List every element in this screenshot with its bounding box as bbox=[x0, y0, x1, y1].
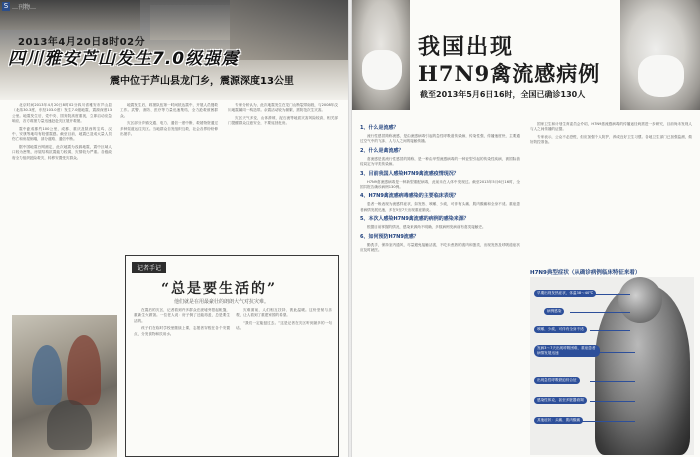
paragraph: 灾区天气多变，山体滑坡、泥石流等地质灾害风险较高，相关部门提醒群众注意安全，不要返回危房。 bbox=[228, 115, 338, 126]
article-column-right bbox=[530, 122, 692, 262]
section-heading: 5、本次人感染H7N9禽流感的病例的感染来源？ bbox=[360, 216, 469, 223]
paragraph: 国家卫生和计划生育委员会介绍，H7N9禽流感病毒的传播途径尚需进一步研究，目前尚未发现人与人之间传播的证据。 bbox=[530, 122, 692, 132]
paragraph: 专家分析认为，此次地震发生在龙门山断裂带南段，与2008年汶川地震属同一构造带。余震活动较为频繁，需防范次生灾害。 bbox=[228, 103, 338, 113]
human-head-illustration bbox=[618, 277, 662, 323]
leader-line bbox=[590, 330, 630, 331]
reporter-notes-subtitle: 他们就是在用最豪壮的朗朗大气对抗灾难。 bbox=[174, 299, 270, 305]
article-column-3 bbox=[228, 103, 338, 253]
paragraph: “我们一定能挺过去。”这是记者在灾区听到最多的一句话。 bbox=[236, 320, 332, 331]
masked-nurse-photo bbox=[352, 0, 410, 110]
article-title-line-2: H7N9禽流感病例 bbox=[418, 61, 601, 86]
reporter-notes-title: “总是要生活的” bbox=[161, 281, 278, 297]
section-heading: 2、什么是禽流感？ bbox=[360, 147, 404, 154]
magazine-name: …刊物… bbox=[12, 4, 37, 11]
article-date: 2013年4月20日8时02分 bbox=[18, 37, 146, 48]
leader-line bbox=[580, 421, 635, 422]
section-heading: 1、什么是流感？ bbox=[360, 125, 399, 131]
symptom-label-shock: 感染性休克，甚至多脏器衰竭 bbox=[534, 397, 587, 404]
paragraph: 灾区部分乡镇交通、电力、通信一度中断，救援物资通过多种渠道运往灾区。当地群众自发组织互救，社会各界纷纷伸出援手。 bbox=[120, 121, 218, 137]
paragraph: 在震后的灾区，记者看到许多群众在废墟旁搭起帐篷，重新生火做饭。一位老人说：房子倒了还能再盖，总是要生活的。 bbox=[134, 308, 230, 323]
article-title-line-1: 我国出现 bbox=[418, 35, 515, 60]
section-heading: 4、H7N9禽流感病毒感染的主要临床表现？ bbox=[360, 193, 459, 200]
paragraph: 据中国地震台网测定，此次地震为浅源地震，震中区域人口较为密集，房屋结构抗震能力较弱，灾情较为严重。各级政府全力组织抢险救灾，转移安置受灾群众。 bbox=[12, 144, 112, 160]
section-body: 勤洗手，保持室内通风，尽量避免接触活禽，不吃未煮熟的禽肉和蛋类，出现发热及呼吸道症状应及时就医。 bbox=[360, 242, 520, 253]
section-body: 根据目前掌握的情况，感染来源尚不明确，多数病例发病前有禽类接触史。 bbox=[367, 225, 486, 230]
paragraph: 专家表示，公众不必恐慌，但应加强个人防护，养成良好卫生习惯。各地卫生部门已加强监测，做好防控准备。 bbox=[530, 134, 692, 145]
symptom-diagram bbox=[530, 277, 694, 455]
reporter-notes-column-1 bbox=[134, 308, 230, 450]
section-body: H7N9禽流感病毒是一种新型重配病毒，此前未在人体中发现过。截至2013年5月6日16时，全国共报告确诊病例130例。 bbox=[360, 179, 520, 190]
reporter-notes-column-2 bbox=[236, 308, 332, 450]
section-body: 流行性感冒简称流感，是由流感病毒引起的急性呼吸道传染病，传染性强，传播速度快，主要通过空气中的飞沫、人与人之间的接触传播。 bbox=[360, 134, 520, 144]
magazine-logo: S bbox=[3, 2, 9, 10]
article-column-2 bbox=[120, 103, 218, 253]
leader-line bbox=[570, 312, 630, 313]
symptom-label-infection: 病例感染 bbox=[544, 308, 564, 315]
reporter-notes-box bbox=[125, 255, 339, 457]
section-body: 禽流感是禽流行性感冒的简称，是一种由甲型流感病毒的一种亚型引起的传染性疾病，被国际兽疫局定为甲类传染病。 bbox=[360, 156, 520, 167]
symptom-label-fever: 早期出现发热症状，体温38～40℃ bbox=[534, 290, 596, 297]
paragraph: 灾难面前，人们相互扶持、彼此温暖。这份坚韧与乐观，让人看到了重建家园的希望。 bbox=[236, 308, 332, 318]
symptom-label-cough: 咳嗽、少痰，可伴有全身不适 bbox=[534, 326, 587, 333]
section-heading: 3、目前我国人感染H7N9禽流感疫情现况？ bbox=[360, 170, 459, 177]
article-column-1 bbox=[12, 103, 112, 308]
masked-doctor-photo bbox=[620, 0, 700, 110]
symptom-label-other: 其他症状：头痛、肌肉酸痛 bbox=[534, 417, 583, 424]
paragraph: 地震发生后，救援队伍第一时间抵达震中，开展人员搜救工作。武警、消防、医疗等力量迅速集结，全力抢救被困群众。 bbox=[120, 103, 218, 118]
paragraph: 孩子们在临时学校里继续上课，志愿者穿梭在各个安置点，分发食物和饮用水。 bbox=[134, 326, 230, 336]
section-body: 患者一般表现为流感样症状，如发热、咳嗽、少痰，可伴有头痛、肌肉酸痛和全身不适。重症患者病情发展迅速，多在5至7天出现重症肺炎。 bbox=[360, 202, 520, 212]
leader-line bbox=[590, 401, 635, 402]
section-heading: 6、如何预防H7N9流感？ bbox=[360, 233, 419, 240]
symptom-label-breathing: 发病3～7天出现呼吸困难，重症患者病情发展迅速 bbox=[534, 345, 600, 357]
paragraph: 北京时间2013年4月20日8时02分四川省雅安市芦山县（北纬30.3度，东经103.0度）发生7.0级地震，震源深度13公里。地震发生后，党中央、国务院高度重视，立即启动应急响应，各方救援力量迅速赶赴灾区展开救援。 bbox=[12, 103, 112, 124]
article-subheadline: 震中位于芦山县龙门乡，震源深度13公里 bbox=[110, 76, 294, 87]
leader-line bbox=[590, 381, 635, 382]
reporter-notes-tag: 记者手记 bbox=[132, 262, 166, 273]
symptom-label-ards: 出现急性呼吸窘迫综合征 bbox=[534, 377, 580, 384]
paragraph: 震中距成都约100公里，成都、重庆及陕西的宝鸡、汉中、安康等地均有较强震感。截至目前，地震已造成大量人员伤亡和房屋倒塌，部分道路、通信中断。 bbox=[12, 126, 112, 142]
left-page bbox=[0, 0, 348, 457]
symptom-diagram-title: H7N9典型症状（从确诊病例临床特征来看） bbox=[530, 270, 641, 276]
right-page bbox=[352, 0, 700, 457]
article-deck: 截至2013年5月6日16时，全国已确诊130人 bbox=[420, 90, 586, 99]
article-headline: 四川雅安芦山发生7.0级强震 bbox=[8, 49, 240, 69]
qa-column bbox=[360, 122, 520, 454]
rescue-photo bbox=[12, 315, 117, 457]
